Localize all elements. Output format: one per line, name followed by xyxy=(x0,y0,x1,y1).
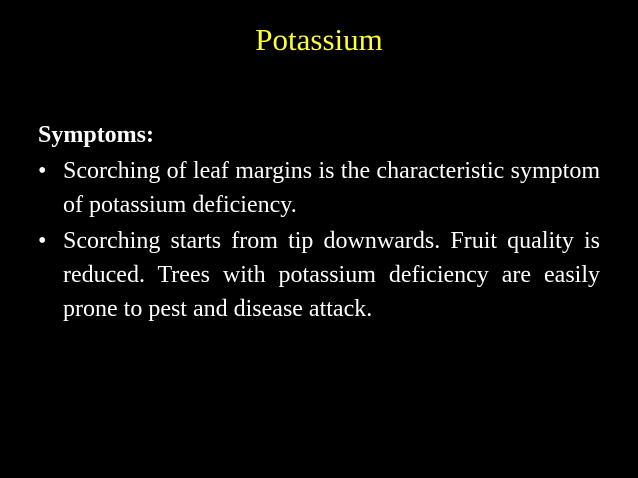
bullet-marker: • xyxy=(38,158,47,184)
section-subheading: Symptoms: xyxy=(38,122,155,148)
bullet-marker: • xyxy=(38,228,47,254)
bullet-item xyxy=(38,224,600,326)
slide-content xyxy=(38,118,600,328)
slide-title: Potassium xyxy=(255,22,383,57)
bullet-text: Scorching of leaf margins is the characteristic symptom of potassium deficiency. xyxy=(63,158,600,218)
bullet-item xyxy=(38,154,600,222)
bullet-list xyxy=(38,154,600,326)
bullet-text: Scorching starts from tip downwards. Fruit quality is reduced. Trees with potassium deficiency are easily prone to pest and disease attack. xyxy=(63,228,600,322)
